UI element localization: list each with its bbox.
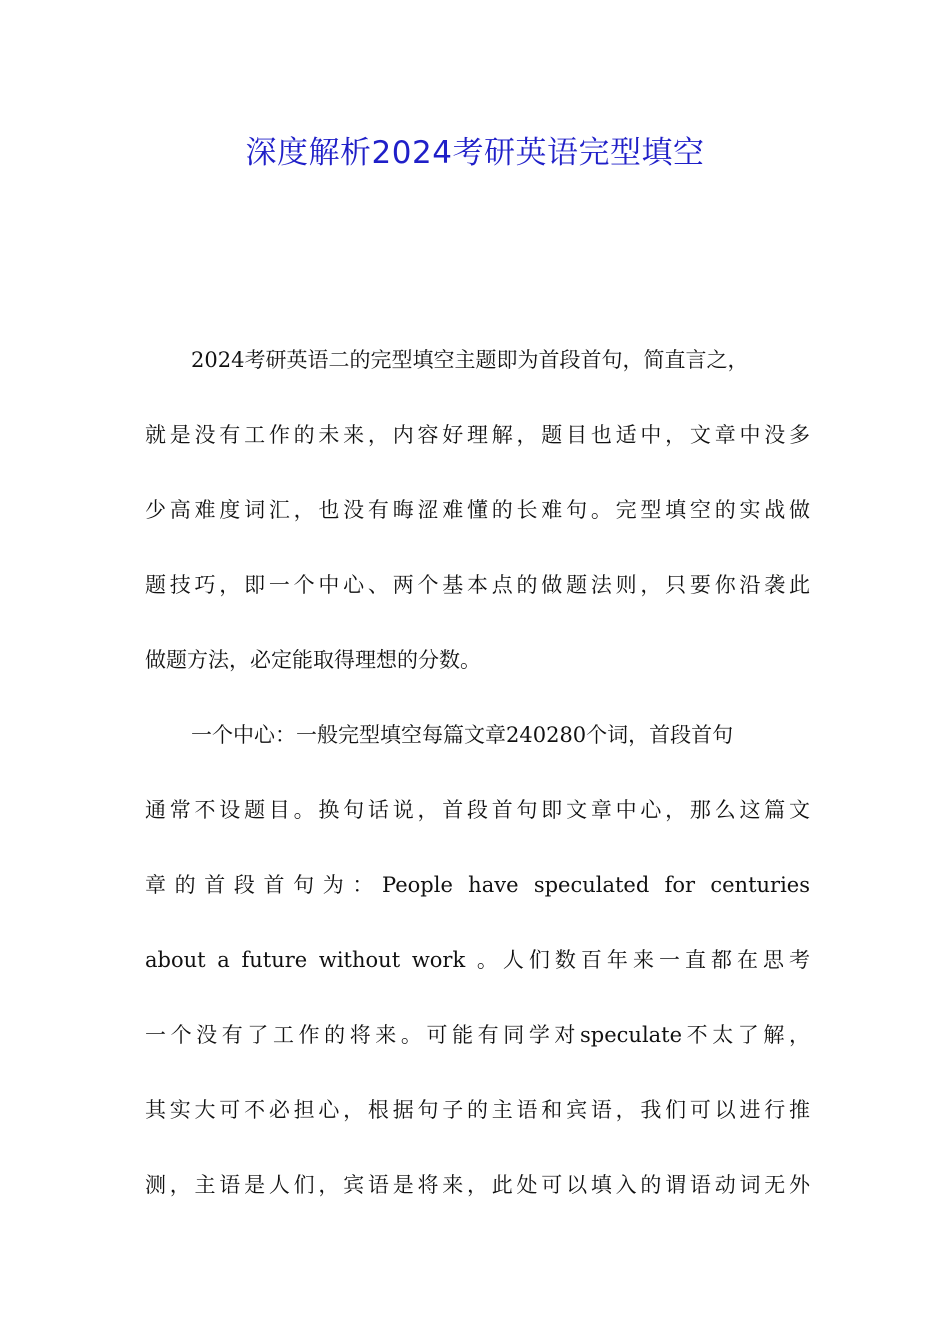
paragraph-line: 其实大可不必担心，根据句子的主语和宾语，我们可以进行推 [145,1098,810,1122]
paragraph-line: about a future without work 。人们数百年来一直都在思考 [145,948,810,972]
paragraph-line: 2024考研英语二的完型填空主题即为首段首句，简直言之， [191,348,749,372]
paragraph-line: 一个没有了工作的将来。可能有同学对speculate不太了解， [145,1023,810,1047]
paragraph-line: 做题方法，必定能取得理想的分数。 [145,648,481,672]
paragraph-line: 就是没有工作的未来，内容好理解，题目也适中，文章中没多 [145,423,810,447]
document-title: 深度解析2024考研英语完型填空 [245,135,705,171]
paragraph-line: 章的首段首句为：People have speculated for centuries [145,873,810,897]
paragraph-line: 少高难度词汇，也没有晦涩难懂的长难句。完型填空的实战做 [145,498,810,522]
paragraph-line: 一个中心：一般完型填空每篇文章240280个词，首段首句 [191,723,734,747]
paragraph-line: 题技巧，即一个中心、两个基本点的做题法则，只要你沿袭此 [145,573,810,597]
paragraph-line: 通常不设题目。换句话说，首段首句即文章中心，那么这篇文 [145,798,810,822]
paragraph-line: 测，主语是人们，宾语是将来，此处可以填入的谓语动词无外 [145,1173,810,1197]
